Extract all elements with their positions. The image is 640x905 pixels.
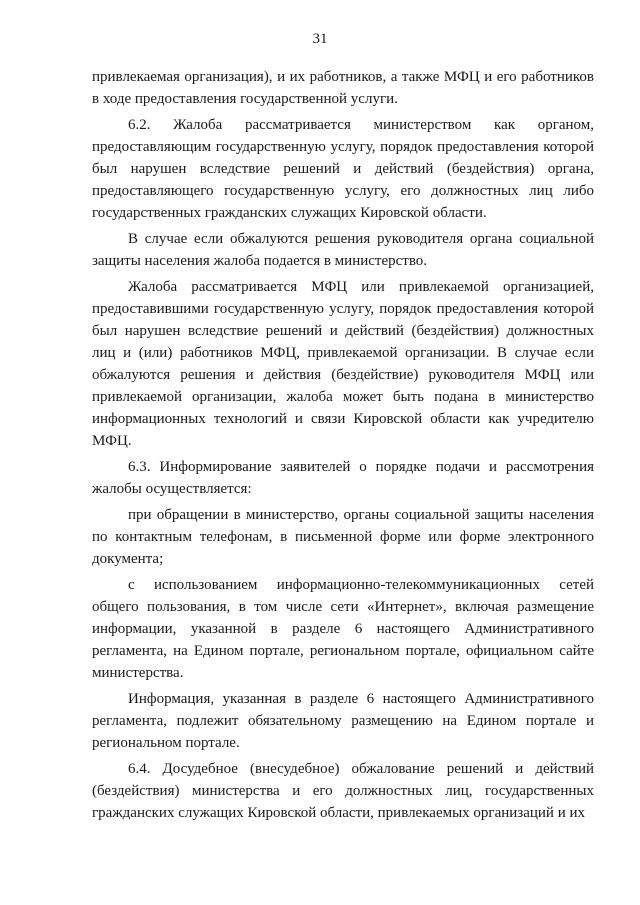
- paragraph-complaint-mfc: Жалоба рассматривается МФЦ или привлекаемой организацией, предоставившими государственную услугу, порядок предоставления которой был нарушен вследствие решений и действий (бездействия) должностных лиц и (или) работников МФЦ, привлекаемой организации. В случае если обжалуются решения и действия (бездействие) руководителя МФЦ или привлекаемой организации, жалоба может быть подана в министерство информационных технологий и связи Кировской области как учредителю МФЦ.: [92, 279, 594, 449]
- page-number: 31: [312, 31, 328, 47]
- paragraph-contact-phones: при обращении в министерство, органы социальной защиты населения по контактным телефонам, в письменной форме или форме электронного документа;: [92, 507, 594, 567]
- paragraph-6-4: 6.4. Досудебное (внесудебное) обжалование решений и действий (бездействия) министерства и его должностных лиц, государственных гражданских служащих Кировской области, привлекаемых организаций и их: [92, 761, 594, 821]
- paragraph-internet: с использованием информационно-телекоммуникационных сетей общего пользования, в том числе сети «Интернет», включая размещение информации, указанной в разделе 6 настоящего Административного регламента, на Едином портале, региональном портале, официальном сайте министерства.: [92, 577, 594, 681]
- paragraph-6-3: 6.3. Информирование заявителей о порядке подачи и рассмотрения жалобы осуществляется:: [92, 459, 594, 497]
- paragraph-6-2: 6.2. Жалоба рассматривается министерством как органом, предоставляющим государственную услугу, порядок предоставления которой был нарушен вследствие решений и действий (бездействия) органа, предоставляющего государственную услугу, его должностных лиц либо государственных гражданских служащих Кировской области.: [92, 117, 594, 221]
- paragraph-information-placement: Информация, указанная в разделе 6 настоящего Административного регламента, подлежит обязательному размещению на Едином портале и региональном портале.: [92, 691, 594, 751]
- document-body: [92, 66, 594, 824]
- paragraph-1: привлекаемая организация), и их работников, а также МФЦ и его работников в ходе предоставления государственной услуги.: [92, 69, 594, 107]
- paragraph-complaint-social: В случае если обжалуются решения руководителя органа социальной защиты населения жалоба подается в министерство.: [92, 231, 594, 269]
